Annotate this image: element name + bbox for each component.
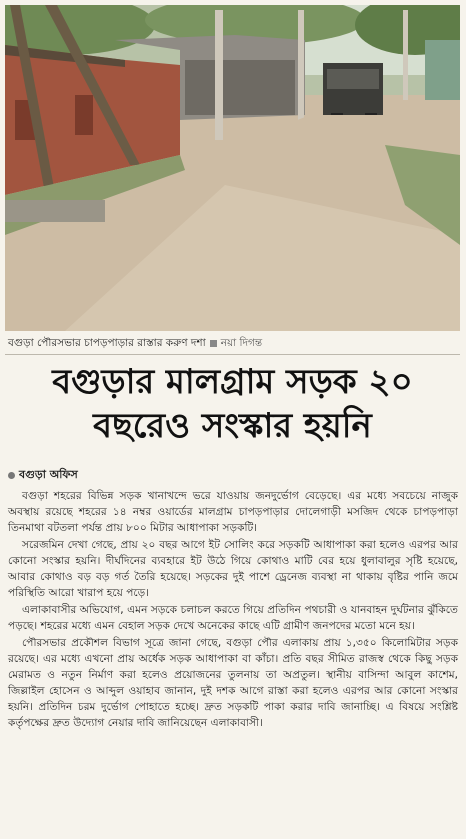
square-bullet-icon xyxy=(210,340,217,347)
headline-line-2: বছরেও সংস্কার হয়নি xyxy=(93,406,372,446)
caption-credit: নয়া দিগন্ত xyxy=(220,337,263,349)
paragraph-2: সরেজমিন দেখা গেছে, প্রায় ২০ বছর আগে ইট সোলিং করে সড়কটি আধাপাকা করা হলেও এরপর আর কোনো সংস্কার হয়নি। দীর্ঘদিনের ব্যবহারে ইট উঠে গিয়ে কোথাও মাটি বের হয়ে ধুলাবালুর সৃষ্টি হয়েছে, আবার কোথাও বড় বড় গর্ত তৈরি হয়েছে। সড়কের দুই পাশে ড্রেনেজ ব্যবস্থা না থাকায় বৃষ্টির পানি জমে পরিস্থিতি আরো খারাপ হয়ে পড়ে। xyxy=(8,539,458,599)
divider xyxy=(5,354,460,355)
paragraph-3: এলাকাবাসীর অভিযোগ, এমন সড়কে চলাচল করতে গিয়ে প্রতিদিন পথচারী ও যানবাহন দুর্ঘটনার ঝুঁকিতে পড়ছে। শহরের মধ্যে এমন বেহাল সড়ক দেখে অনেকের কাছে এটি গ্রামীণ জনপদের মতো মনে হয়। xyxy=(8,604,458,632)
byline-text: বগুড়া অফিস xyxy=(19,468,78,481)
paragraph-1: বগুড়া শহরের বিভিন্ন সড়ক খানাখন্দে ভরে যাওয়ায় জনদুর্ভোগ বেড়েছে। এর মধ্যে সবচেয়ে নাজুক অবস্থায় রয়েছে শহরের ১৪ নম্বর ওয়ার্ডের মালগ্রাম চাপড়পাড়ার দোলেগাড়ী মসজিদ থেকে চাপড়পাড়া তিনমাথা বটতলা পর্যন্ত প্রায় ৮০০ মিটার আধাপাকা সড়কটি। xyxy=(8,490,458,534)
byline xyxy=(8,467,78,483)
headline-line-1: বগুড়ার মালগ্রাম সড়ক ২০ xyxy=(52,362,413,402)
paragraph-4: পৌরসভার প্রকৌশল বিভাগ সূত্রে জানা গেছে, বগুড়া পৌর এলাকায় প্রায় ১,৩৫০ কিলোমিটার সড়ক রয়েছে। এর মধ্যে এখনো প্রায় অর্ধেক সড়ক আধাপাকা বা কাঁচা। প্রতি বছর সীমিত রাজস্ব থেকে কিছু সড়ক মেরামত ও নতুন নির্মাণ করা হলেও প্রয়োজনের তুলনায় তা অপ্রতুল। স্থানীয় বাসিন্দা আবুল কাশেম, জিল্লাইল হোসেন ও আব্দুল ওয়াহাব জানান, দুই দশক আগে রাস্তা করা হলেও এরপর আর কোনো সংস্কার হয়নি। প্রতিদিন চরম দুর্ভোগ পোহাতে হচ্ছে। দ্রুত সড়কটি পাকা করার দাবি জানাচ্ছি। এ বিষয়ে সংশ্লিষ্ট কর্তৃপক্ষের দ্রুত উদ্যোগ নেয়ার দাবি জানিয়েছেন এলাকাবাসী। xyxy=(8,637,458,729)
caption-text: বগুড়া পৌরসভার চাপড়পাড়ার রাস্তার করুণ দশা xyxy=(8,337,206,349)
article-body xyxy=(8,488,458,732)
road-photo-illustration xyxy=(5,5,460,331)
road-photo xyxy=(5,5,460,331)
photo-caption xyxy=(8,335,460,351)
bullet-icon xyxy=(8,472,15,479)
headline xyxy=(5,360,460,448)
